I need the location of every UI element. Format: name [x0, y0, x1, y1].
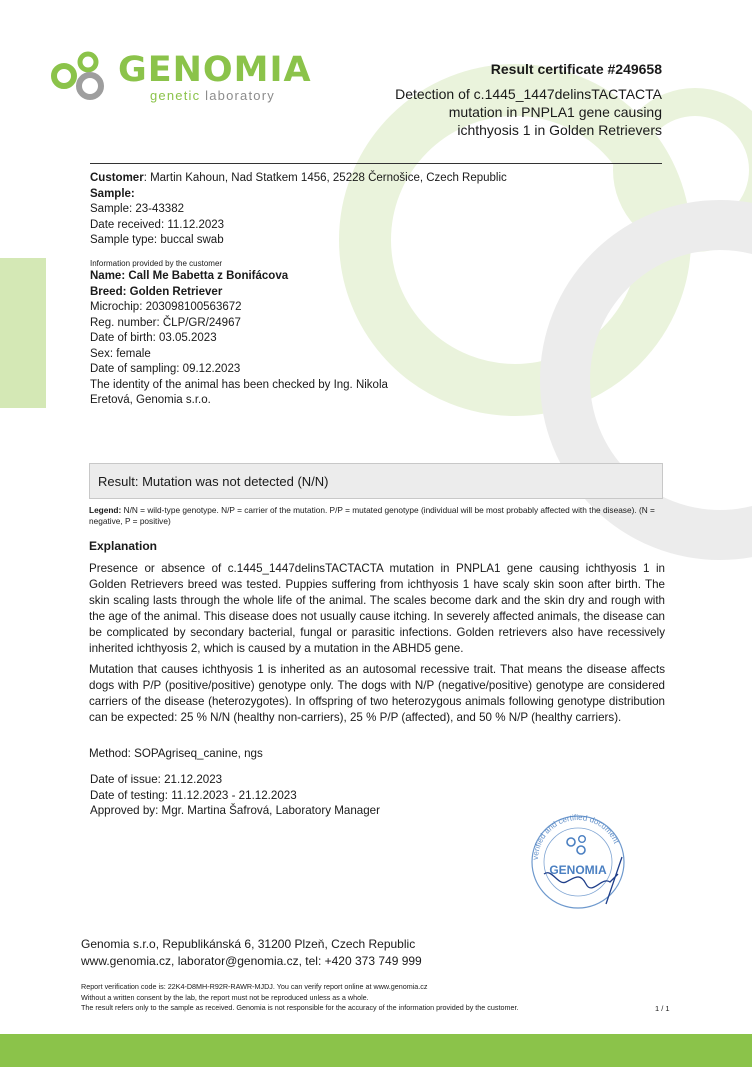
customer-value: : Martin Kahoun, Nad Statkem 1456, 25228 Černošice, Czech Republic: [143, 172, 507, 184]
animal-block: [90, 258, 388, 409]
footer-address-block: [81, 936, 422, 970]
dates-block: [90, 772, 380, 819]
animal-line: Date of sampling: 09.12.2023: [90, 363, 241, 375]
verification-code-line: Report verification code is: 22K4-D8MH-R92R-RAWR-MJDJ. You can verify report online at www.genomia.cz: [81, 982, 428, 991]
animal-name: Name: Call Me Babetta z Bonifácova: [90, 270, 289, 282]
result-text: Result: Mutation was not detected (N/N): [98, 474, 329, 489]
left-accent-bar: [0, 258, 46, 408]
animal-line: The identity of the animal has been checked by Ing. Nikola: [90, 378, 388, 391]
sample-line: Date received: 11.12.2023: [90, 218, 225, 231]
brand-subtitle: [150, 88, 275, 103]
svg-text:verified and certified documen: [531, 813, 621, 860]
description-line: Detection of c.1445_1447delinsTACTACTA: [395, 86, 662, 102]
animal-line: Microchip: 203098100563672: [90, 301, 242, 313]
explanation-paragraph-1: Presence or absence of c.1445_1447delinsTACTACTA mutation in PNPLA1 gene causing ichthyosis 1 in Golden Retrievers breed was tested. Puppies suffering from ichthyosis 1 have scaly skin soon after birth. The skin scaling lasts through the whole life of the animal. The scales become dark and the skin dry and rough with the age of the animal. This disease does not usually cause itching. In severely affected animals, the disease can be complicated by secondary bacterial, fungal or parasitic infections. Golden retrievers also have recessively inherited ichthyosis 2, which is caused by a mutation in the ABHD5 gene.: [89, 562, 665, 655]
brand-subtitle-laboratory: laboratory: [205, 88, 275, 103]
customer-line: [90, 171, 507, 187]
page-number: 1 / 1: [655, 1004, 670, 1013]
customer-info-note: Information provided by the customer: [90, 259, 223, 268]
legend-label: Legend:: [89, 505, 122, 515]
sample-line: Sample type: buccal swab: [90, 234, 224, 246]
explanation-paragraph-2: Mutation that causes ichthyosis 1 is inherited as an autosomal recessive trait. That means the disease affects dogs with P/P (positive/positive) genotype only. The dogs with N/P (negative/positive) genotype are considered carriers of the disease (heterozygotes). In offspring of two heterozygous animals following genotype distribution can be expected: 25 % N/N (healthy non-carriers), 25 % P/P (affected), and 50 % N/P (healthy carriers).: [89, 663, 665, 724]
animal-line: Eretová, Genomia s.r.o.: [90, 394, 211, 406]
sample-heading: Sample:: [90, 187, 135, 200]
stamp-ring-text: verified and certified document: [530, 812, 622, 861]
animal-line: Date of birth: 03.05.2023: [90, 332, 217, 344]
legend: [89, 505, 661, 527]
brand-name: GENOMIA: [118, 50, 312, 90]
approval-line: Approved by: Mgr. Martina Šafrová, Laboratory Manager: [90, 804, 380, 817]
certificate-title: Result certificate #249658: [490, 61, 662, 77]
brand-subtitle-genetic: genetic: [150, 88, 201, 103]
date-line: Date of issue: 21.12.2023: [90, 773, 223, 786]
stamp-brand: GENOMIA: [549, 863, 607, 877]
footer-fine-print: [81, 982, 518, 1014]
animal-breed: Breed: Golden Retriever: [90, 285, 223, 298]
sample-line: Sample: 23-43382: [90, 203, 184, 215]
verification-stamp: [522, 812, 642, 912]
header-divider: [90, 163, 662, 164]
customer-label: Customer: [90, 172, 144, 184]
animal-line: Reg. number: ČLP/GR/24967: [90, 316, 241, 329]
description-line: mutation in PNPLA1 gene causing: [448, 104, 662, 120]
certificate-description: [362, 85, 662, 139]
explanation-heading: Explanation: [89, 539, 158, 553]
description-line: ichthyosis 1 in Golden Retrievers: [457, 122, 662, 138]
disclaimer-line: The result refers only to the sample as received. Genomia is not responsible for the accuracy of the information provided by the customer.: [81, 1003, 519, 1012]
footer-contact: www.genomia.cz, laborator@genomia.cz, tel: +420 373 749 999: [81, 954, 422, 968]
bottom-green-bar: [0, 1034, 752, 1067]
legend-text: N/N = wild-type genotype. N/P = carrier of the mutation. P/P = mutated genotype (individual will be most probably affected with the disease). (N = negative, P = positive): [89, 505, 655, 526]
method-line: Method: SOPAgriseq_canine, ngs: [89, 747, 263, 760]
result-box: [89, 463, 663, 499]
reproduction-notice: Without a written consent by the lab, the report must not be reproduced unless as a whole.: [81, 992, 369, 1002]
date-line: Date of testing: 11.12.2023 - 21.12.2023: [90, 788, 297, 802]
genomia-logo-icon: [50, 48, 120, 108]
animal-line: Sex: female: [90, 347, 151, 360]
customer-sample-block: [90, 171, 507, 249]
footer-address: Genomia s.r.o, Republikánská 6, 31200 Plzeň, Czech Republic: [81, 937, 416, 951]
